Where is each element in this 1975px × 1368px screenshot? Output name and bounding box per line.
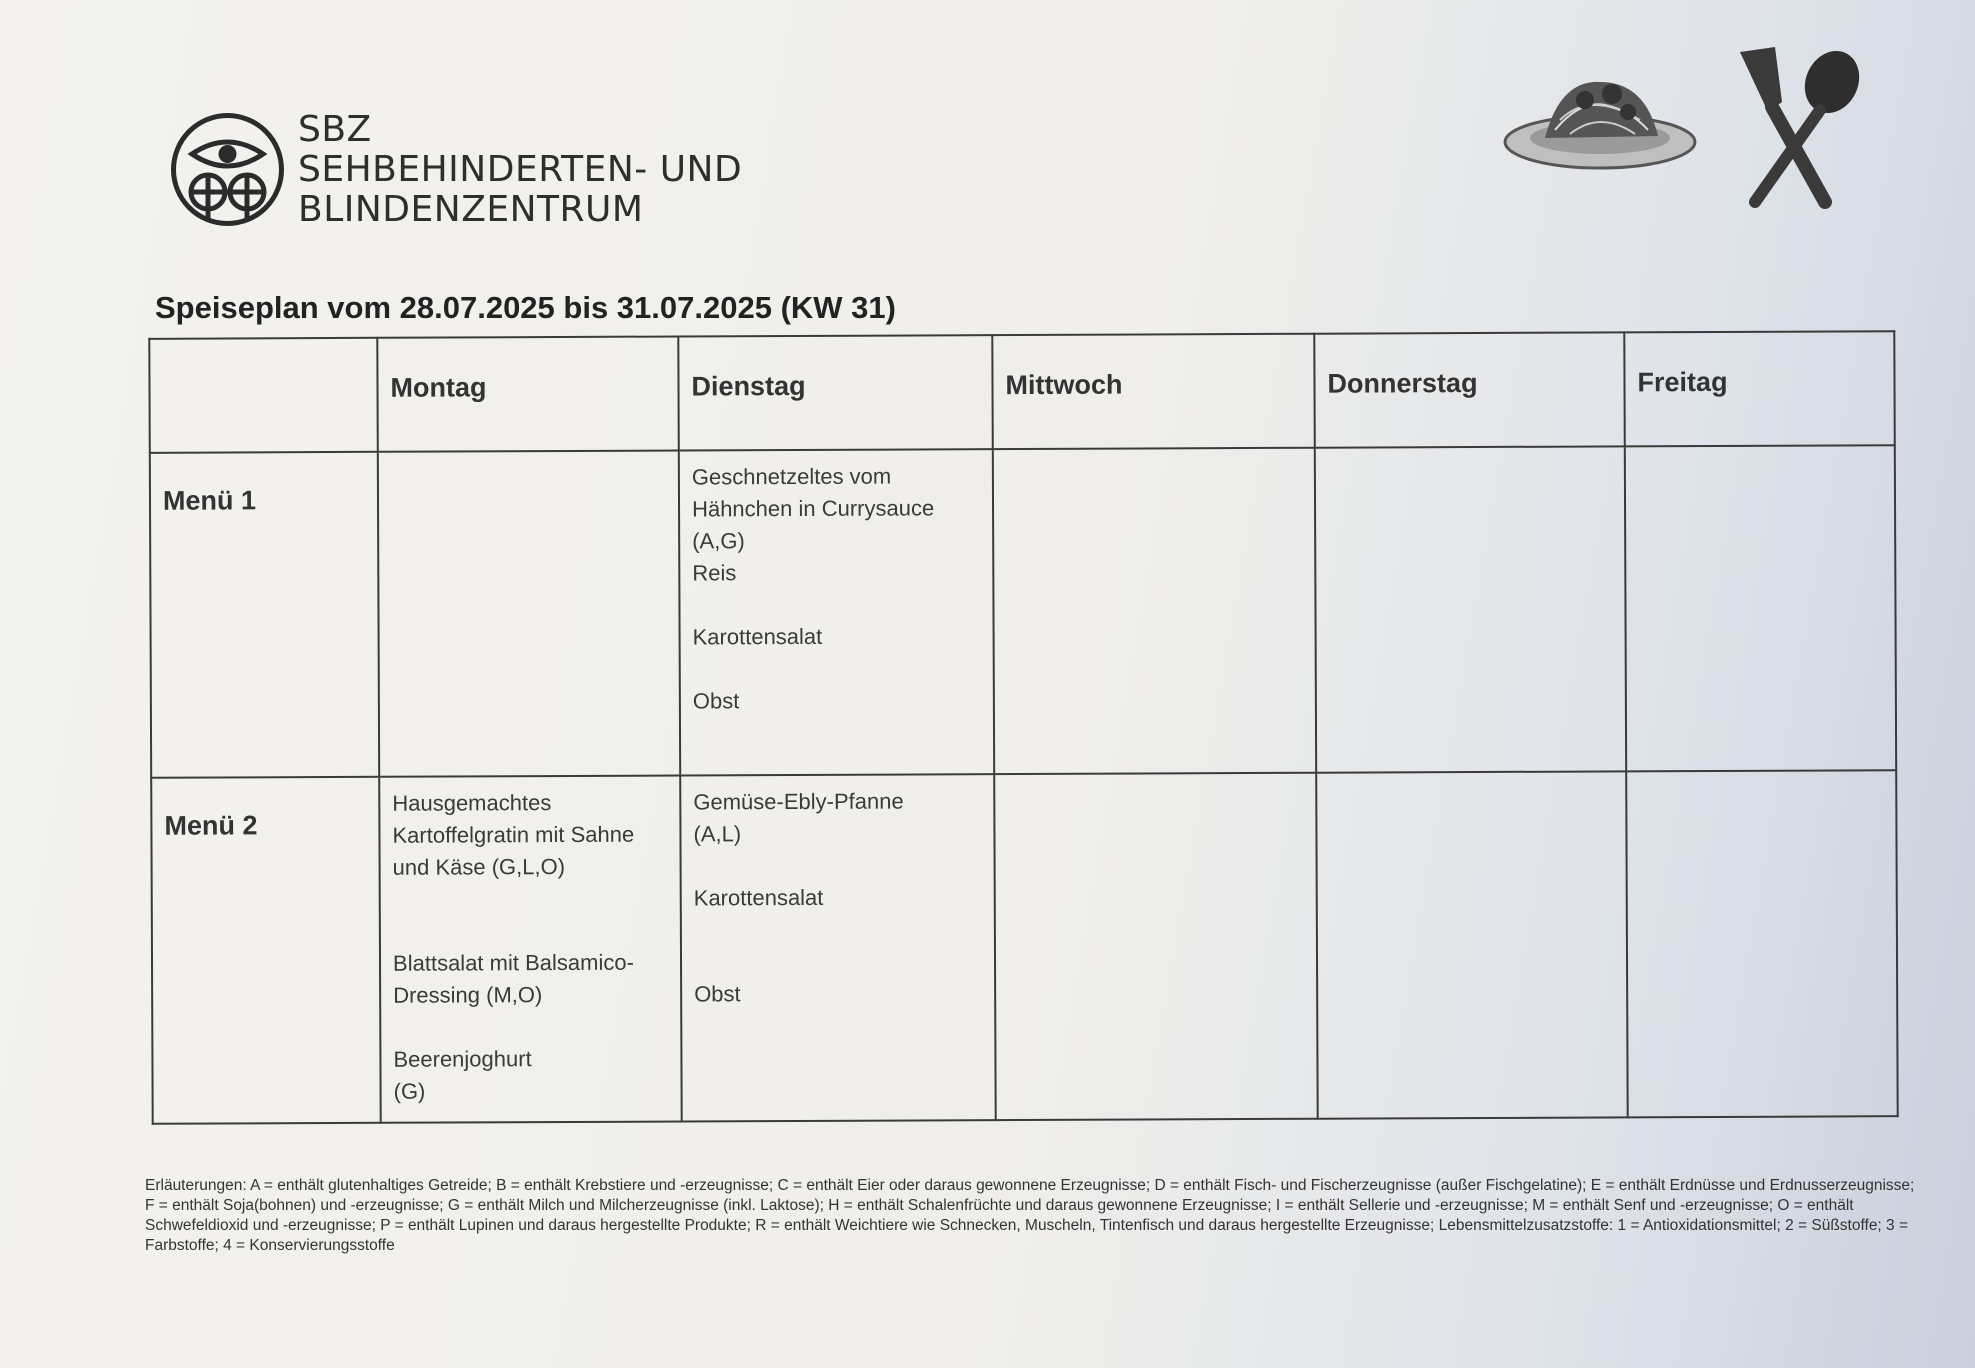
dish-line xyxy=(393,915,680,948)
corner-label xyxy=(150,339,376,374)
dish-line: (G) xyxy=(393,1078,426,1104)
dish-line: Obst xyxy=(692,688,740,714)
dish-line xyxy=(694,913,994,946)
dish-line: (A,L) xyxy=(693,821,742,847)
cell-menu-2-montag xyxy=(379,775,682,1122)
day-label: Dienstag xyxy=(691,370,806,402)
cell-menu-2-mittwoch xyxy=(994,773,1318,1120)
dish-line: Geschnetzeltes vom xyxy=(691,463,892,490)
table-row-menu-2 xyxy=(151,770,1897,1124)
day-label: Mittwoch xyxy=(1005,369,1123,401)
cell-menu-2-donnerstag xyxy=(1316,771,1628,1118)
header-montag xyxy=(377,337,678,452)
spaghetti-plate-icon xyxy=(1500,60,1700,180)
dish-line: Karottensalat xyxy=(693,884,824,911)
dish-line xyxy=(692,588,992,621)
table-header-row xyxy=(149,331,1894,453)
row-label-menu-1 xyxy=(150,452,379,778)
dish-line: Gemüse-Ebly-Pfanne xyxy=(693,788,904,815)
menu-label: Menü 2 xyxy=(164,810,258,841)
dish-line: Obst xyxy=(694,981,741,1007)
cell-menu-2-dienstag xyxy=(680,774,996,1121)
dish-line: Dressing (M,O) xyxy=(393,982,543,1008)
cell-menu-1-dienstag xyxy=(679,449,994,775)
dish-line xyxy=(393,1011,680,1044)
header-donnerstag xyxy=(1314,332,1624,447)
org-line-3: BLINDENZENTRUM xyxy=(298,189,644,230)
dish-line: und Käse (G,L,O) xyxy=(392,854,566,880)
day-label: Donnerstag xyxy=(1327,368,1478,399)
header-mittwoch xyxy=(992,334,1314,449)
dish-line: Beerenjoghurt xyxy=(393,1046,532,1072)
dish-line: Reis xyxy=(692,560,737,586)
dish-line: Hähnchen in Currysauce xyxy=(691,495,935,522)
cell-menu-2-freitag xyxy=(1626,770,1898,1117)
corner-cell xyxy=(149,338,377,453)
header-dienstag xyxy=(678,335,992,450)
day-label: Montag xyxy=(390,372,487,403)
org-line-2: SEHBEHINDERTEN- UND xyxy=(298,149,743,190)
dish-line: Blattsalat mit Balsamico- xyxy=(392,949,634,976)
page-title: Speiseplan vom 28.07.2025 bis 31.07.2025 (KW 31) xyxy=(155,290,896,325)
cutlery-icon xyxy=(1720,42,1870,212)
dish-line xyxy=(694,849,994,882)
cell-menu-1-montag xyxy=(378,451,680,777)
cell-menu-1-freitag xyxy=(1625,445,1896,771)
allergen-legend: Erläuterungen: A = enthält glutenhaltiges Getreide; B = enthält Krebstiere und -erzeugnisse; C = enthält Eier oder daraus gewonnene Erzeugnisse; D = enthält Fisch- und Fischerzeugnisse (außer Fischgelatine); E = enthält Erdnüsse und Erdnusserzeugnisse; F = enthält Soja(bohnen) und -erzeugnisse; G = enthält Milch und Milcherzeugnisse (inkl. Laktose); H = enthält Schalenfrüchte und daraus gewonnene Erzeugnisse; I = enthält Sellerie und -erzeugnisse; M = enthält Senf und -erzeugnisse; O = enthält Schwefeldioxid und -erzeugnisse; P = enthält Lupinen und daraus hergestellte Produkte; R = enthält Weichtiere wie Schnecken, Muscheln, Tintenfisch und daraus hergestellte Erzeugnisse; Lebensmittelzusatzstoffe: 1 = Antioxidationsmittel; 2 = Süßstoffe; 3 = Farbstoffe; 4 = Konservierungsstoffe xyxy=(145,1177,1915,1254)
row-label-menu-2 xyxy=(151,777,381,1124)
organization-name xyxy=(298,110,742,230)
table-row-menu-1 xyxy=(150,445,1896,778)
day-label: Freitag xyxy=(1637,366,1728,398)
dish-line xyxy=(694,945,994,978)
org-line-1: SBZ xyxy=(298,109,372,150)
dish-line: Hausgemachtes xyxy=(392,790,552,816)
dish-line: Kartoffelgratin mit Sahne xyxy=(392,821,635,848)
menu-label: Menü 1 xyxy=(162,485,257,516)
cell-menu-1-donnerstag xyxy=(1315,446,1626,772)
dish-line xyxy=(693,652,993,685)
dish-line: (A,G) xyxy=(692,528,745,554)
dish-line xyxy=(393,883,680,916)
menu-table xyxy=(148,330,1898,1125)
cell-menu-1-mittwoch xyxy=(993,448,1316,774)
sbz-logo-icon xyxy=(170,112,285,227)
header-freitag xyxy=(1624,331,1894,446)
dish-line: Karottensalat xyxy=(692,623,823,650)
